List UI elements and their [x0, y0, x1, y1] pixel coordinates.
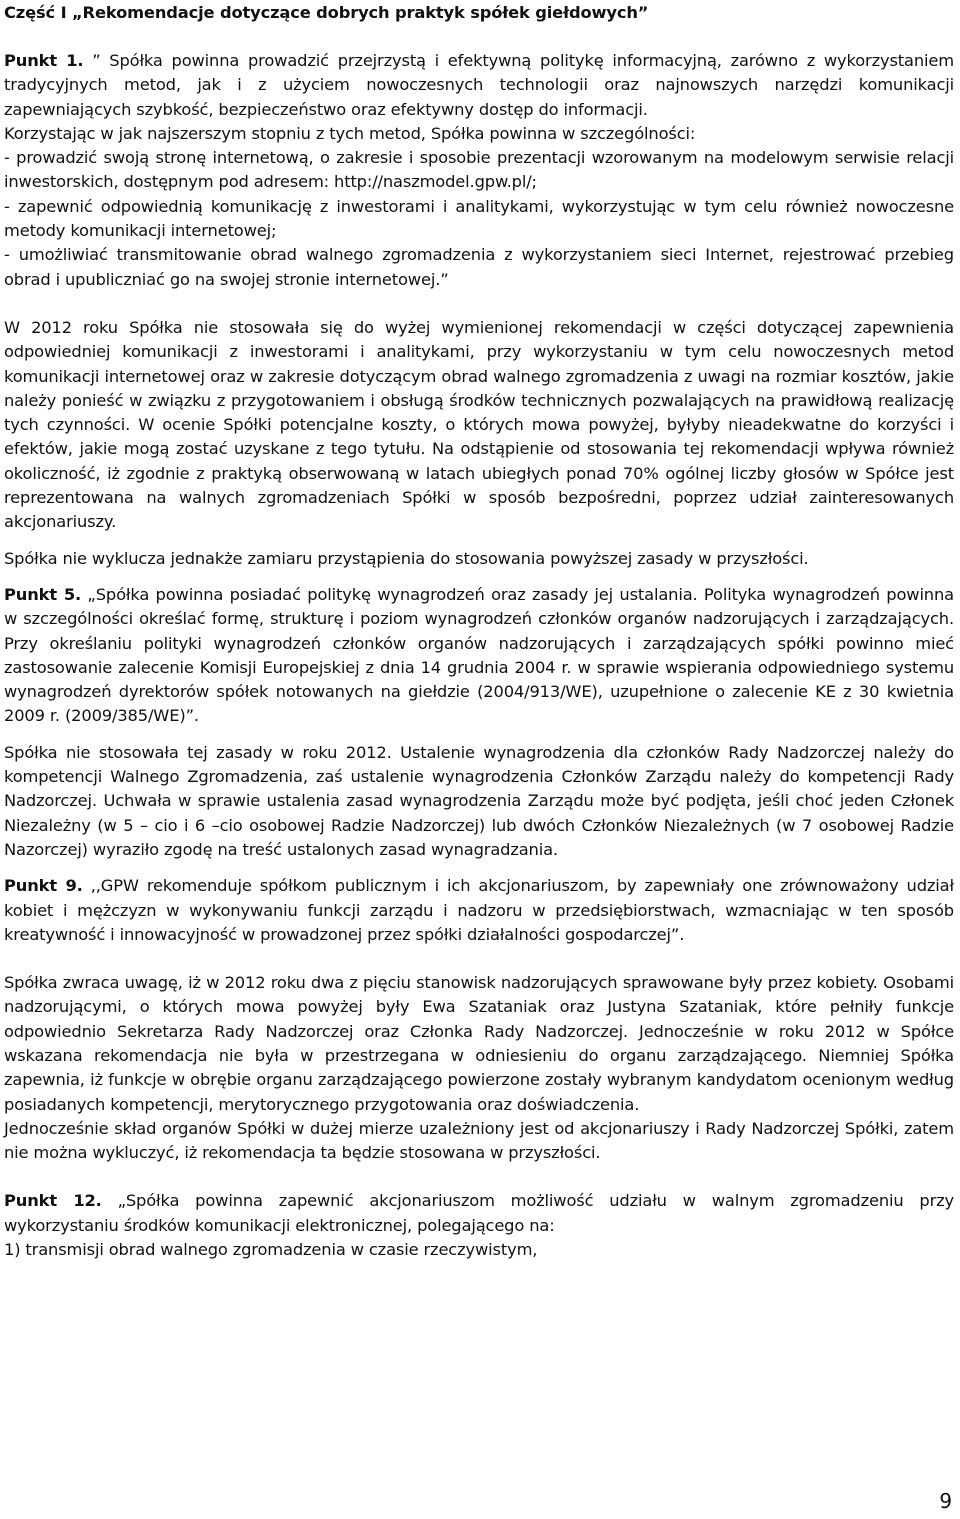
punkt-1-future: Spółka nie wyklucza jednakże zamiaru przystąpienia do stosowania powyższej zasady w przyszłości. [4, 548, 809, 568]
punkt-9-text: ,,GPW rekomenduje spółkom publicznym i ich akcjonariuszom, by zapewniały one zrównoważony udział kobiet i mężczyzn w wykonywaniu funkcji zarządu i nadzoru w przedsiębiorstwach, wzmacniając w ten sposób kreatywność i innowacyjność w prowadzonej przez spółki działalności gospodarczej”. [4, 876, 954, 944]
spacer [4, 729, 954, 741]
punkt-1-bullet-communication: - zapewnić odpowiednią komunikację z inwestorami i analitykami, wykorzystując w tym celu również nowoczesne metody komunikacji internetowej; [4, 196, 954, 241]
spacer [4, 862, 954, 874]
punkt-1-bullet-transmission: - umożliwiać transmitowanie obrad walnego zgromadzenia z wykorzystaniem sieci Internet, rejestrować przebieg obrad i upubliczniać go na swojej stronie internetowej.” [4, 245, 954, 289]
punkt-9-paragraph [4, 874, 954, 947]
punkt-5-paragraph [4, 583, 954, 729]
punkt-9-label: Punkt 9. [4, 876, 83, 896]
spacer [4, 947, 954, 971]
spacer [4, 25, 954, 49]
punkt-1-bullet-website: - prowadzić swoją stronę internetową, o zakresie i sposobie prezentacji wzorowanym na modelowym serwisie relacji inwestorskich, dostępnym pod adresem: http://naszmodel.gpw.pl/; [4, 148, 954, 192]
punkt-9-comment-2: Jednocześnie skład organów Spółki w dużej mierze uzależniony jest od akcjonariuszy i Rady Nadzorczej Spółki, zatem nie można wykluczyć, iż rekomendacja ta będzie stosowana w przyszłości. [4, 1118, 954, 1163]
punkt-12-text: „Spółka powinna zapewnić akcjonariuszom możliwość udziału w walnym zgromadzeniu przy wykorzystaniu środków komunikacji elektronicznej, polegającego na: [4, 1191, 955, 1235]
punkt-5-text: „Spółka powinna posiadać politykę wynagrodzeń oraz zasady jej ustalania. Polityka wynagrodzeń powinna w szczególności określać formę, strukturę i poziom wynagrodzeń członków organów nadzorujących i zarządzających. Przy określaniu polityki wynagrodzeń członków organów nadzorujących i zarządzających spółki powinno mieć zastosowanie zalecenie Komisji Europejskiej z dnia 14 grudnia 2004 r. w sprawie wspierania odpowiedniego systemu wynagrodzeń dyrektorów spółek notowanych na giełdzie (2004/913/WE), uzupełnione o zalecenie KE z 30 kwietnia 2009 r. (2009/385/WE)”. [4, 584, 954, 726]
punkt-5-comment: Spółka nie stosowała tej zasady w roku 2012. Ustalenie wynagrodzenia dla członków Rady Nadzorczej należy do kompetencji Walnego Zgromadzenia, zaś ustalenie wynagrodzenia Członków Zarządu należy do kompetencji Rady Nadzorczej. Uchwała w sprawie ustalenia zasad wynagrodzenia Zarządu może być podjęta, jeśli choć jeden Członek Niezależny (w 5 – cio i 6 –cio osobowej Radzie Nadzorczej) lub dwóch Członków Niezależnych (w 7 osobowej Radzie Nazorczej) wyraziło zgodę na treść ustalonych zasad wynagradzania. [4, 742, 954, 859]
punkt-12-paragraph [4, 1189, 954, 1238]
punkt-5-label: Punkt 5. [4, 584, 82, 604]
punkt-9-comment: Spółka zwraca uwagę, iż w 2012 roku dwa z pięciu stanowisk nadzorujących sprawowane były przez kobiety. Osobami nadzorującymi, o których mowa powyżej były Ewa Szataniak oraz Justyna Szataniak, które pełniły funkcje odpowiednio Sekretarza Rady Nadzorczej oraz Członka Rady Nadzorczej. Jednocześnie w roku 2012 w Spółce wskazana rekomendacja nie była w przestrzegana w odniesieniu do organu zarządzającego. Niemniej Spółka zapewnia, iż funkcje w obrębie organu zarządzającego powierzone zostały wybranym kandydatom ocenionym według posiadanych kompetencji, merytorycznego przygotowania oraz doświadczenia. [4, 973, 954, 1114]
section-heading: Część I „Rekomendacje dotyczące dobrych praktyk spółek giełdowych” [4, 3, 649, 22]
punkt-1-paragraph [4, 49, 954, 122]
spacer [4, 571, 954, 583]
punkt-1-continuation: Korzystając w jak najszerszym stopniu z tych metod, Spółka powinna w szczególności: [4, 123, 696, 143]
punkt-12-item-1: 1) transmisji obrad walnego zgromadzenia w czasie rzeczywistym, [4, 1240, 538, 1260]
punkt-1-comment: W 2012 roku Spółka nie stosowała się do wyżej wymienionej rekomendacji w części dotyczącej zapewnienia odpowiedniej komunikacji z inwestorami i analitykami, przy wykorzystaniu w tym celu nowoczesnych metod komunikacji internetowej oraz w zakresie dotyczącym obrad walnego zgromadzenia z uwagi na rozmiar kosztów, jakie należy ponieść w związku z przygotowaniem i obsługą środków technicznych pozwalających na prawidłową realizację tych czynności. W ocenie Spółki potencjalne koszty, o których mowa powyżej, byłyby nieadekwatne do korzyści i efektów, jakie mogą zostać uzyskane z tego tytułu. Na odstąpienie od stosowania tej rekomendacji wpływa również okoliczność, iż zgodnie z praktyką obserwowaną w latach ubiegłych ponad 70% ogólnej liczby głosów w Spółce jest reprezentowana na walnych zgromadzeniach Spółki w sposób bezpośredni, poprzez udział zainteresowanych akcjonariuszy. [4, 317, 954, 532]
punkt-12-label: Punkt 12. [4, 1191, 102, 1211]
spacer [4, 535, 954, 547]
page-number: 9 [939, 1489, 952, 1513]
spacer [4, 292, 954, 316]
punkt-1-label: Punkt 1. [4, 51, 84, 70]
punkt-1-text: ” Spółka powinna prowadzić przejrzystą i efektywną politykę informacyjną, zarówno z wykorzystaniem tradycyjnych metod, jak i z użyciem nowoczesnych technologii oraz najnowszych narzędzi komunikacji zapewniających szybkość, bezpieczeństwo oraz efektywny dostęp do informacji. [4, 51, 954, 119]
spacer [4, 1165, 954, 1189]
